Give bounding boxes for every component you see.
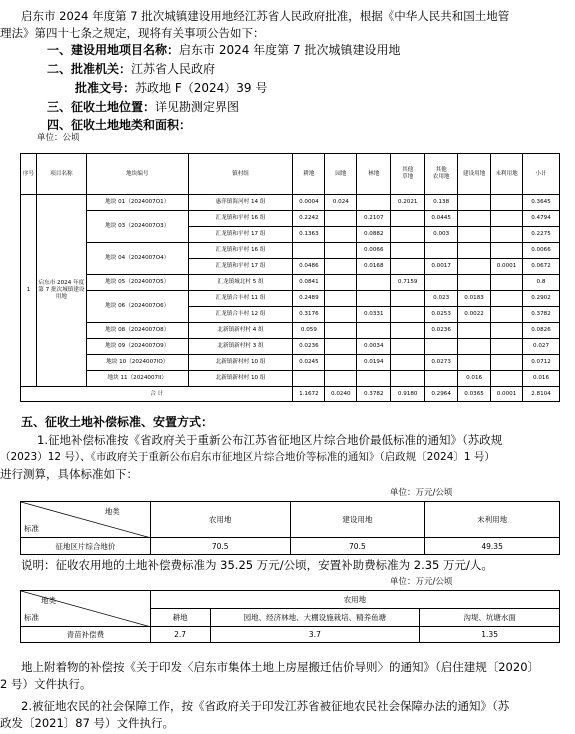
area-cell: 0.0066 (357, 243, 391, 259)
area-cell: 0.0445 (425, 211, 458, 227)
location-cell: 北新镇新村村 4 组 (188, 323, 293, 339)
section-2b-value: 苏政地 F（2024）39 号 (135, 81, 268, 95)
header-forest: 林地 (357, 154, 391, 195)
area-cell (491, 307, 523, 323)
para-1: 1.征地补偿标准按《省政府关于重新公布江苏省征地区片综合地价最低标准的通知》（苏政规 (37, 433, 503, 447)
location-cell: 北新镇新村村 3 组 (188, 339, 293, 355)
area-cell: 0.4794 (522, 211, 559, 227)
area-cell (357, 195, 391, 211)
value-cell: 3.7 (210, 627, 420, 643)
location-cell: 汇龙镇和平村 17 组 (188, 227, 293, 243)
crop-compensation-table (20, 590, 560, 643)
section-3-value: 详见勘测定界图 (155, 100, 240, 114)
area-cell: 0.016 (458, 371, 491, 387)
col-construction: 建设用地 (290, 502, 425, 538)
table-row (21, 291, 560, 307)
para-3a: 2.被征地农民的社会保障工作，按《省政府关于印发江苏省被征地农民社会保障办法的通知》（苏 (21, 699, 510, 713)
area-cell: 0.0168 (357, 259, 391, 275)
para-2a: 地上附着物的补偿按《关于印发〈启东市集体土地上房屋搬迁估价导则〉的通知》（启住建规〔2020〕 (21, 660, 540, 674)
area-cell (491, 323, 523, 339)
section-2-value: 江苏省人民政府 (131, 62, 216, 76)
area-cell: 0.1363 (293, 227, 325, 243)
area-cell (391, 323, 425, 339)
area-cell: 0.016 (522, 371, 559, 387)
area-cell: 0.2902 (522, 291, 559, 307)
total-cell: 0.0001 (491, 387, 523, 402)
area-cell: 0.059 (293, 323, 325, 339)
area-cell (325, 307, 357, 323)
area-cell (425, 275, 458, 291)
area-cell: 0.0236 (293, 339, 325, 355)
table-row (21, 211, 560, 227)
col-arable: 耕地 (150, 609, 210, 627)
seq-cell: 1 (21, 195, 37, 387)
value-cell: 70.5 (150, 538, 290, 555)
area-cell (458, 339, 491, 355)
col-garden: 园地、经济林地、大棚设施栽培、精养鱼塘 (210, 609, 420, 627)
area-cell: 0.0882 (357, 227, 391, 243)
area-cell: 0.2275 (522, 227, 559, 243)
project-name-cell: 启东市 2024 年度第 7 批次城镇建设用地 (36, 195, 86, 387)
para-1c: 进行测算，具体标准如下： (0, 467, 138, 481)
table-row (21, 355, 560, 371)
header-other-grass: 其他 草地 (391, 154, 425, 195)
area-cell (458, 211, 491, 227)
area-cell: 0.138 (425, 195, 458, 211)
value-cell: 70.5 (290, 538, 425, 555)
para-1b: （2023）12 号）、《市政府关于重新公布启东市征地区片综合地价等标准的通知》（启政规〔2024〕1 号） (0, 451, 495, 463)
area-cell: 0.0194 (357, 355, 391, 371)
area-cell (357, 275, 391, 291)
area-cell (325, 227, 357, 243)
area-cell: 0.0022 (458, 307, 491, 323)
area-cell: 0.2021 (391, 195, 425, 211)
area-cell: 0.0034 (357, 339, 391, 355)
area-cell (391, 211, 425, 227)
area-cell: 0.0017 (425, 259, 458, 275)
location-cell: 北新镇新村村 10 组 (188, 371, 293, 387)
value-cell: 49.35 (425, 538, 560, 555)
location-cell: 汇龙镇和平村 16 组 (188, 243, 293, 259)
area-cell: 0.3176 (293, 307, 325, 323)
area-cell (391, 259, 425, 275)
area-cell (491, 243, 523, 259)
area-cell (293, 243, 325, 259)
row-label: 征地区片综合地价 (21, 538, 151, 555)
parcel-cell: 地块 04（2024007O4） (86, 243, 188, 275)
area-cell (325, 371, 357, 387)
total-cell: 0.0365 (458, 387, 491, 402)
area-cell: 0.0826 (522, 323, 559, 339)
parcel-cell: 地块 10（2024007IO） (86, 355, 188, 371)
location-cell: 北新镇新村村 10 组 (188, 355, 293, 371)
parcel-cell: 地块 08（2024007O8） (86, 323, 188, 339)
area-cell: 0.0273 (425, 355, 458, 371)
diag-top-label: 地类 (104, 507, 120, 516)
total-cell: 0.0240 (325, 387, 357, 402)
header-other-agri: 其他 农用地 (425, 154, 458, 195)
area-cell (391, 339, 425, 355)
location-cell: 汇龙镇合丰村 12 组 (188, 307, 293, 323)
location-cell: 惠萍镇海河村 14 组 (188, 195, 293, 211)
table-total-row (21, 387, 560, 402)
section-3-label: 三、征收土地位置： (47, 100, 156, 114)
parcel-cell: 地块 05（2024007O5） (86, 275, 188, 291)
area-cell (325, 355, 357, 371)
table-row (21, 339, 560, 355)
note: 说明：征收农用地的土地补偿费标准为 35.25 万元/公顷，安置补助费标准为 2.35 万元/人。 (21, 558, 493, 572)
area-cell: 0.0331 (357, 307, 391, 323)
area-cell (458, 323, 491, 339)
land-price-table (20, 501, 560, 555)
area-cell: 0.0712 (522, 355, 559, 371)
col-unused: 未利用地 (425, 502, 560, 538)
area-cell (458, 355, 491, 371)
area-cell (425, 339, 458, 355)
area-cell (325, 291, 357, 307)
header-project: 项目名称 (36, 154, 86, 195)
parcel-cell: 地块 06（2024007O6） (86, 291, 188, 323)
total-label: 合 计 (21, 387, 293, 402)
area-cell (391, 307, 425, 323)
section-3 (0, 99, 575, 116)
col-ditch: 沟堤、坑塘水面 (420, 609, 560, 627)
area-cell (357, 323, 391, 339)
value-cell: 1.35 (420, 627, 560, 643)
para-2b: 2 号）文件执行。 (0, 677, 92, 691)
area-cell (491, 339, 523, 355)
header-arable: 耕地 (293, 154, 325, 195)
para-3b: 政发〔2021〕87 号）文件执行。 (0, 716, 175, 730)
area-cell (391, 243, 425, 259)
area-cell: 0.2107 (357, 211, 391, 227)
header-garden: 园地 (325, 154, 357, 195)
location-cell: 汇龙镇和平村 17 组 (188, 259, 293, 275)
parcel-cell: 地块 11（2024007II） (86, 371, 188, 387)
area-cell (293, 371, 325, 387)
header-subtotal: 小计 (522, 154, 559, 195)
area-cell: 0.3782 (522, 307, 559, 323)
area-cell (325, 339, 357, 355)
area-cell (491, 291, 523, 307)
land-area-table (20, 153, 560, 402)
area-cell (391, 227, 425, 243)
row-label: 青苗补偿费 (21, 627, 151, 643)
diag-top-label: 地类 (41, 596, 56, 605)
area-cell: 0.0236 (425, 323, 458, 339)
parcel-cell: 地块 03（2024007O3） (86, 211, 188, 243)
table-header-row (21, 154, 560, 195)
area-cell (325, 243, 357, 259)
location-cell: 汇龙镇城北村 5 组 (188, 275, 293, 291)
area-cell: 0.0066 (522, 243, 559, 259)
total-cell: 1.1672 (293, 387, 325, 402)
diagonal-line (21, 502, 150, 538)
area-cell: 0.027 (522, 339, 559, 355)
area-cell (357, 371, 391, 387)
location-cell: 汇龙镇合丰村 11 组 (188, 291, 293, 307)
area-cell (491, 195, 523, 211)
area-cell (458, 227, 491, 243)
section-2-label: 二、批准机关： (47, 62, 132, 76)
header-parcel: 地块编号 (86, 154, 188, 195)
parcel-cell: 地块 09（2024007O9） (86, 339, 188, 355)
section-1 (0, 42, 575, 59)
total-cell: 0.9180 (391, 387, 425, 402)
diag-bottom-label: 标准 (24, 524, 39, 533)
area-cell: 0.0004 (293, 195, 325, 211)
header-construction: 建设用地 (458, 154, 491, 195)
total-cell: 0.2964 (425, 387, 458, 402)
total-cell: 0.3782 (357, 387, 391, 402)
unit-label-1: 单位：公顷 (37, 133, 80, 143)
col-agri: 农用地 (150, 502, 290, 538)
table-row (21, 323, 560, 339)
area-cell (491, 275, 523, 291)
area-cell (391, 291, 425, 307)
area-cell (325, 259, 357, 275)
area-cell: 0.2489 (293, 291, 325, 307)
diagonal-header (21, 591, 151, 627)
section-1-label: 一、建设用地项目名称： (47, 43, 180, 57)
area-cell: 0.3645 (522, 195, 559, 211)
section-1-value: 启东市 2024 年度第 7 批次城镇建设用地 (179, 43, 401, 57)
unit-label-2: 单位：万元/公顷 (390, 488, 453, 498)
intro-line-1: 启东市 2024 年度第 7 批次城镇建设用地经江苏省人民政府批准，根据《中华人民共和国土地管 (21, 9, 510, 23)
area-cell: 0.023 (425, 291, 458, 307)
area-cell: 0.0001 (491, 259, 523, 275)
parcel-cell: 地块 01（2024007O1） (86, 195, 188, 211)
table-row (21, 195, 560, 211)
area-cell: 0.0841 (293, 275, 325, 291)
header-unused: 未利用地 (491, 154, 523, 195)
area-cell (458, 275, 491, 291)
section-2b-label: 批准文号： (75, 81, 136, 95)
area-cell: 0.8 (522, 275, 559, 291)
table-row (21, 275, 560, 291)
area-cell: 0.0672 (522, 259, 559, 275)
area-cell (491, 211, 523, 227)
section-2 (0, 61, 575, 78)
unit-label-3: 单位：万元/公顷 (390, 577, 453, 587)
area-cell (391, 371, 425, 387)
area-cell (425, 371, 458, 387)
area-cell (325, 275, 357, 291)
intro-line-2: 理法》第四十七条之规定，现将有关事项公告如下： (0, 26, 265, 40)
area-cell: 0.024 (325, 195, 357, 211)
area-cell (391, 355, 425, 371)
area-cell (491, 227, 523, 243)
area-cell (325, 211, 357, 227)
group-header: 农用地 (150, 591, 559, 609)
total-cell: 2.8104 (522, 387, 559, 402)
section-5: 五、征收土地补偿标准、安置方式： (21, 415, 214, 429)
area-cell (458, 259, 491, 275)
header-seq: 序号 (21, 154, 37, 195)
table-row (21, 371, 560, 387)
diagonal-header (21, 502, 151, 538)
area-cell (458, 195, 491, 211)
area-cell (491, 355, 523, 371)
area-cell: 0.0245 (293, 355, 325, 371)
area-cell: 0.0486 (293, 259, 325, 275)
area-cell: 0.7159 (391, 275, 425, 291)
area-cell (491, 371, 523, 387)
area-cell: 0.2242 (293, 211, 325, 227)
table-row (21, 243, 560, 259)
area-cell (425, 243, 458, 259)
diag-bottom-label: 标准 (24, 613, 39, 622)
area-cell (458, 243, 491, 259)
area-cell (325, 323, 357, 339)
section-2b (0, 80, 575, 97)
area-cell: 0.003 (425, 227, 458, 243)
header-location: 镇村组 (188, 154, 293, 195)
section-4: 四、征收土地地类和面积： (47, 118, 192, 132)
area-cell: 0.0183 (458, 291, 491, 307)
location-cell: 汇龙镇和平村 16 组 (188, 211, 293, 227)
value-cell: 2.7 (150, 627, 210, 643)
area-cell: 0.0253 (425, 307, 458, 323)
area-cell (357, 291, 391, 307)
